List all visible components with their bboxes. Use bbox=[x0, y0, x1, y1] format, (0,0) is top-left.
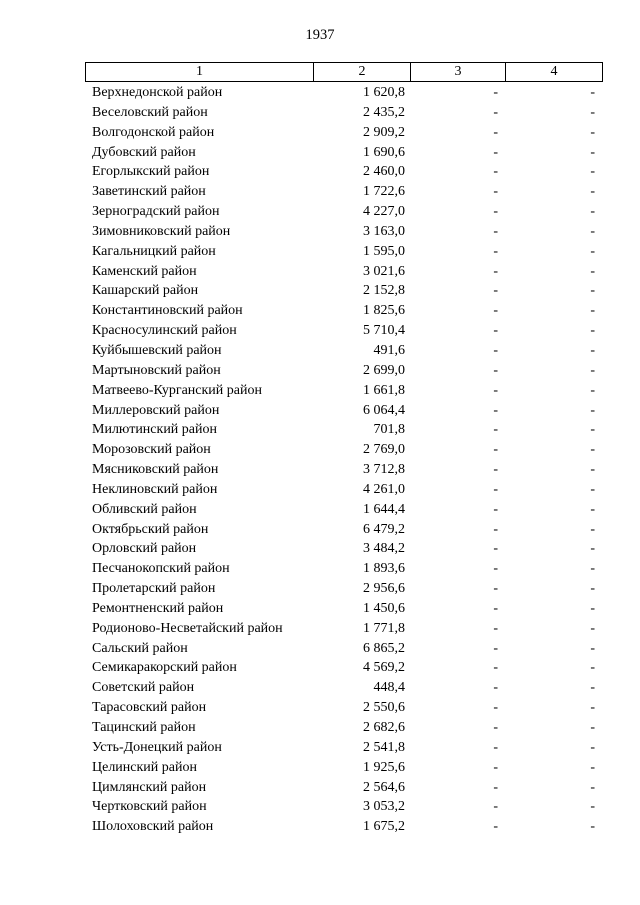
column-3-cell: - bbox=[493, 541, 498, 557]
district-name: Сальский район bbox=[92, 640, 188, 656]
district-value: 2 541,8 bbox=[363, 739, 405, 755]
column-3-cell: - bbox=[493, 223, 498, 239]
district-value: 2 152,8 bbox=[363, 283, 405, 299]
table-row bbox=[85, 440, 601, 460]
column-3-cell: - bbox=[493, 779, 498, 795]
column-3-cell: - bbox=[493, 501, 498, 517]
district-name: Кагальницкий район bbox=[92, 243, 216, 259]
table-row bbox=[85, 83, 601, 103]
district-value: 2 956,6 bbox=[363, 581, 405, 597]
column-header-2: 2 bbox=[314, 63, 411, 82]
column-3-cell: - bbox=[493, 204, 498, 220]
table-row bbox=[85, 182, 601, 202]
column-4-cell: - bbox=[590, 283, 595, 299]
district-name: Ремонтненский район bbox=[92, 600, 224, 616]
column-4-cell: - bbox=[590, 521, 595, 537]
district-value: 3 053,2 bbox=[363, 799, 405, 815]
district-name: Куйбышевский район bbox=[92, 342, 222, 358]
table-row bbox=[85, 778, 601, 798]
district-name: Октябрьский район bbox=[92, 521, 209, 537]
district-name: Волгодонской район bbox=[92, 124, 215, 140]
district-value: 3 163,0 bbox=[363, 223, 405, 239]
table-row bbox=[85, 639, 601, 659]
district-value: 2 435,2 bbox=[363, 104, 405, 120]
table-row bbox=[85, 361, 601, 381]
district-name: Песчанокопский район bbox=[92, 561, 230, 577]
district-name: Егорлыкский район bbox=[92, 164, 210, 180]
district-value: 4 227,0 bbox=[363, 204, 405, 220]
column-4-cell: - bbox=[590, 501, 595, 517]
district-name: Миллеровский район bbox=[92, 402, 220, 418]
district-name: Каменский район bbox=[92, 263, 197, 279]
district-name: Чертковский район bbox=[92, 799, 207, 815]
column-3-cell: - bbox=[493, 799, 498, 815]
district-value: 2 682,6 bbox=[363, 720, 405, 735]
table-row bbox=[85, 500, 601, 520]
column-3-cell: - bbox=[493, 620, 498, 636]
column-3-cell: - bbox=[493, 481, 498, 497]
district-value: 1 722,6 bbox=[363, 184, 405, 200]
district-value: 2 460,0 bbox=[363, 164, 405, 180]
column-4-cell: - bbox=[590, 303, 595, 319]
district-value: 4 569,2 bbox=[363, 660, 405, 676]
column-3-cell: - bbox=[493, 323, 498, 339]
district-name: Зерноградский район bbox=[92, 204, 220, 220]
column-3-cell: - bbox=[493, 600, 498, 616]
column-4-cell: - bbox=[590, 144, 595, 160]
column-header-4: 4 bbox=[506, 63, 603, 82]
district-value: 6 479,2 bbox=[363, 521, 405, 537]
district-name: Обливский район bbox=[92, 501, 197, 517]
district-name: Матвеево-Курганский район bbox=[92, 382, 262, 398]
table-row bbox=[85, 658, 601, 678]
table-row bbox=[85, 817, 601, 837]
column-4-cell: - bbox=[590, 779, 595, 795]
district-name: Верхнедонской район bbox=[92, 85, 223, 100]
table-row bbox=[85, 420, 601, 440]
district-value: 1 450,6 bbox=[363, 600, 405, 616]
table-row bbox=[85, 738, 601, 758]
column-3-cell: - bbox=[493, 660, 498, 676]
column-4-cell: - bbox=[590, 680, 595, 696]
table-row bbox=[85, 301, 601, 321]
column-3-cell: - bbox=[493, 402, 498, 418]
table-row bbox=[85, 520, 601, 540]
district-value: 1 690,6 bbox=[363, 144, 405, 160]
table-row bbox=[85, 678, 601, 698]
column-4-cell: - bbox=[590, 263, 595, 279]
column-4-cell: - bbox=[590, 342, 595, 358]
column-3-cell: - bbox=[493, 640, 498, 656]
column-4-cell: - bbox=[590, 759, 595, 775]
column-4-cell: - bbox=[590, 422, 595, 438]
district-name: Заветинский район bbox=[92, 184, 206, 200]
table-row bbox=[85, 559, 601, 579]
district-name: Константиновский район bbox=[92, 303, 243, 319]
column-4-cell: - bbox=[590, 720, 595, 735]
column-4-cell: - bbox=[590, 640, 595, 656]
district-value: 1 595,0 bbox=[363, 243, 405, 259]
district-value: 2 564,6 bbox=[363, 779, 405, 795]
column-4-cell: - bbox=[590, 124, 595, 140]
table-row bbox=[85, 321, 601, 341]
column-3-cell: - bbox=[493, 680, 498, 696]
table-row bbox=[85, 797, 601, 817]
column-3-cell: - bbox=[493, 184, 498, 200]
district-value: 1 675,2 bbox=[363, 819, 405, 835]
column-4-cell: - bbox=[590, 104, 595, 120]
column-3-cell: - bbox=[493, 442, 498, 458]
district-name: Красносулинский район bbox=[92, 323, 237, 339]
district-name: Семикаракорский район bbox=[92, 660, 237, 676]
district-name: Шолоховский район bbox=[92, 819, 214, 835]
column-4-cell: - bbox=[590, 739, 595, 755]
column-3-cell: - bbox=[493, 720, 498, 735]
column-4-cell: - bbox=[590, 660, 595, 676]
district-name: Дубовский район bbox=[92, 144, 196, 160]
column-4-cell: - bbox=[590, 204, 595, 220]
column-3-cell: - bbox=[493, 739, 498, 755]
column-3-cell: - bbox=[493, 521, 498, 537]
district-name: Мясниковский район bbox=[92, 462, 219, 478]
district-name: Неклиновский район bbox=[92, 481, 218, 497]
district-name: Цимлянский район bbox=[92, 779, 207, 795]
district-value: 1 771,8 bbox=[363, 620, 405, 636]
column-4-cell: - bbox=[590, 620, 595, 636]
table-row bbox=[85, 401, 601, 421]
column-4-cell: - bbox=[590, 462, 595, 478]
column-4-cell: - bbox=[590, 442, 595, 458]
column-header-1: 1 bbox=[86, 63, 314, 82]
column-3-cell: - bbox=[493, 283, 498, 299]
district-value: 1 644,4 bbox=[363, 501, 405, 517]
table-row bbox=[85, 579, 601, 599]
table-row bbox=[85, 341, 601, 361]
column-4-cell: - bbox=[590, 243, 595, 259]
column-4-cell: - bbox=[590, 382, 595, 398]
column-3-cell: - bbox=[493, 303, 498, 319]
table-row bbox=[85, 619, 601, 639]
district-value: 3 484,2 bbox=[363, 541, 405, 557]
column-4-cell: - bbox=[590, 561, 595, 577]
district-value: 6 064,4 bbox=[363, 402, 405, 418]
column-3-cell: - bbox=[493, 243, 498, 259]
column-4-cell: - bbox=[590, 799, 595, 815]
table-row bbox=[85, 539, 601, 559]
table-row bbox=[85, 262, 601, 282]
column-3-cell: - bbox=[493, 144, 498, 160]
district-value: 2 909,2 bbox=[363, 124, 405, 140]
column-3-cell: - bbox=[493, 700, 498, 716]
district-value: 3 021,6 bbox=[363, 263, 405, 279]
district-value: 1 661,8 bbox=[363, 382, 405, 398]
column-3-cell: - bbox=[493, 124, 498, 140]
column-3-cell: - bbox=[493, 382, 498, 398]
district-name: Милютинский район bbox=[92, 422, 218, 438]
column-4-cell: - bbox=[590, 323, 595, 339]
column-4-cell: - bbox=[590, 581, 595, 597]
table-row bbox=[85, 718, 601, 738]
table-row bbox=[85, 123, 601, 143]
column-3-cell: - bbox=[493, 422, 498, 438]
column-3-cell: - bbox=[493, 581, 498, 597]
district-value: 2 699,0 bbox=[363, 362, 405, 378]
district-value: 2 550,6 bbox=[363, 700, 405, 716]
district-value: 5 710,4 bbox=[363, 323, 405, 339]
column-3-cell: - bbox=[493, 85, 498, 100]
column-3-cell: - bbox=[493, 561, 498, 577]
column-4-cell: - bbox=[590, 481, 595, 497]
district-name: Мартыновский район bbox=[92, 362, 221, 378]
column-4-cell: - bbox=[590, 700, 595, 716]
column-3-cell: - bbox=[493, 104, 498, 120]
district-value: 701,8 bbox=[373, 422, 405, 438]
column-3-cell: - bbox=[493, 819, 498, 835]
district-value: 3 712,8 bbox=[363, 462, 405, 478]
column-4-cell: - bbox=[590, 223, 595, 239]
table-row bbox=[85, 242, 601, 262]
table-row bbox=[85, 758, 601, 778]
district-name: Кашарский район bbox=[92, 283, 199, 299]
district-name: Пролетарский район bbox=[92, 581, 216, 597]
table-header bbox=[85, 62, 603, 82]
table-row bbox=[85, 698, 601, 718]
district-value: 1 825,6 bbox=[363, 303, 405, 319]
column-4-cell: - bbox=[590, 164, 595, 180]
column-header-3: 3 bbox=[411, 63, 506, 82]
district-name: Веселовский район bbox=[92, 104, 208, 120]
table-row bbox=[85, 480, 601, 500]
table-row bbox=[85, 460, 601, 480]
district-name: Родионово-Несветайский район bbox=[92, 620, 283, 636]
column-3-cell: - bbox=[493, 759, 498, 775]
column-4-cell: - bbox=[590, 362, 595, 378]
table-row bbox=[85, 202, 601, 222]
table-row bbox=[85, 222, 601, 242]
table-row bbox=[85, 162, 601, 182]
column-3-cell: - bbox=[493, 362, 498, 378]
district-name: Зимовниковский район bbox=[92, 223, 231, 239]
column-4-cell: - bbox=[590, 402, 595, 418]
district-name: Орловский район bbox=[92, 541, 197, 557]
district-value: 1 925,6 bbox=[363, 759, 405, 775]
column-4-cell: - bbox=[590, 600, 595, 616]
district-name: Советский район bbox=[92, 680, 195, 696]
column-3-cell: - bbox=[493, 164, 498, 180]
district-value: 2 769,0 bbox=[363, 442, 405, 458]
column-4-cell: - bbox=[590, 819, 595, 835]
district-name: Морозовский район bbox=[92, 442, 211, 458]
column-4-cell: - bbox=[590, 85, 595, 100]
table-row bbox=[85, 143, 601, 163]
table-row bbox=[85, 281, 601, 301]
table-row bbox=[85, 599, 601, 619]
table-body bbox=[85, 83, 601, 837]
district-name: Тарасовский район bbox=[92, 700, 207, 716]
district-value: 1 893,6 bbox=[363, 561, 405, 577]
district-value: 6 865,2 bbox=[363, 640, 405, 656]
district-name: Тацинский район bbox=[92, 720, 196, 735]
table-row bbox=[85, 103, 601, 123]
page-number: 1937 bbox=[305, 27, 335, 43]
column-4-cell: - bbox=[590, 184, 595, 200]
district-value: 491,6 bbox=[373, 342, 405, 358]
column-3-cell: - bbox=[493, 342, 498, 358]
column-4-cell: - bbox=[590, 541, 595, 557]
district-value: 1 620,8 bbox=[363, 85, 405, 100]
district-name: Целинский район bbox=[92, 759, 197, 775]
district-name: Усть-Донецкий район bbox=[92, 739, 222, 755]
column-3-cell: - bbox=[493, 263, 498, 279]
district-value: 4 261,0 bbox=[363, 481, 405, 497]
table-row bbox=[85, 381, 601, 401]
district-value: 448,4 bbox=[373, 680, 405, 696]
column-3-cell: - bbox=[493, 462, 498, 478]
